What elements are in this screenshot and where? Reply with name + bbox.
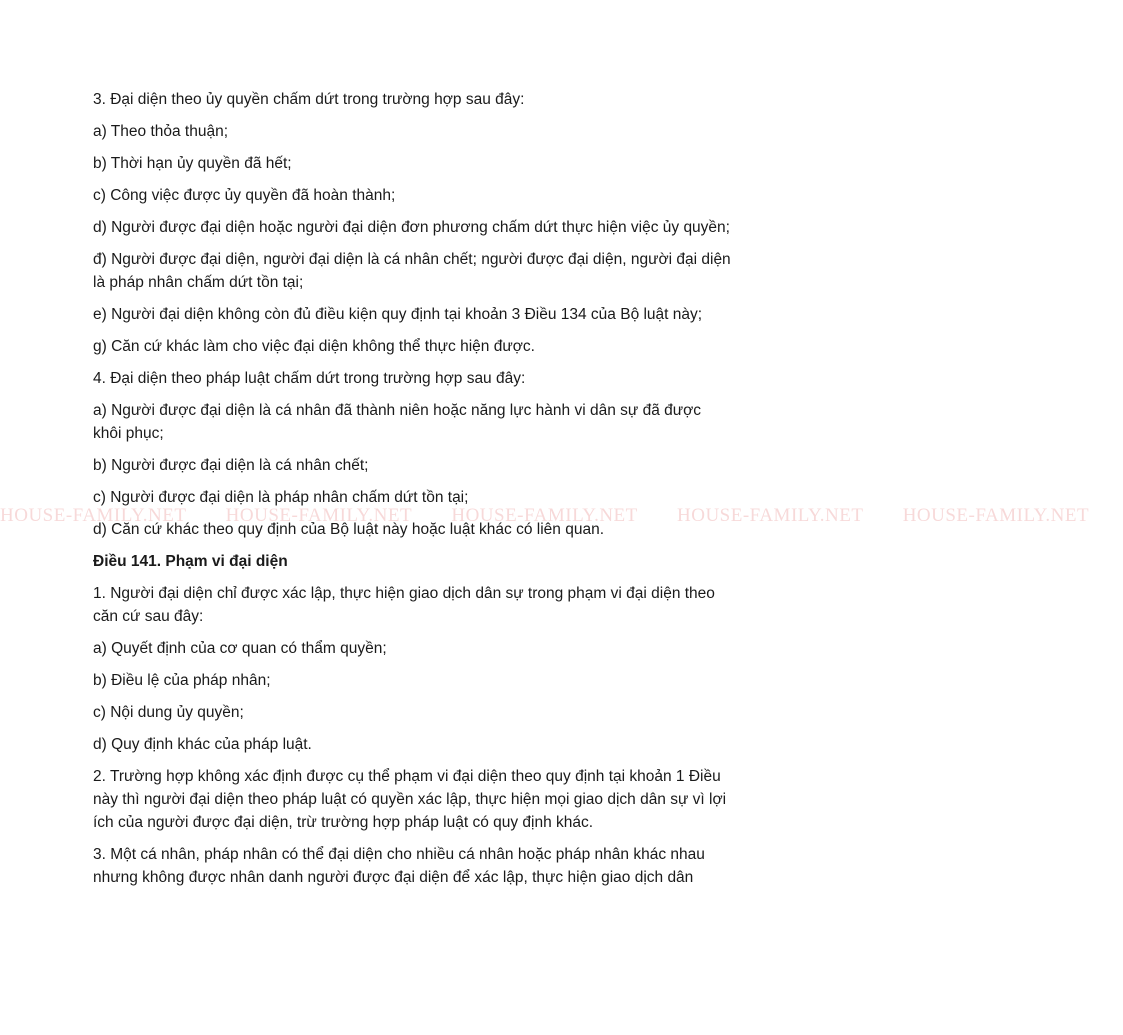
paragraph-8: g) Căn cứ khác làm cho việc đại diện không thể thực hiện được. xyxy=(93,338,535,355)
article-heading: Điều 141. Phạm vi đại diện xyxy=(93,553,288,570)
watermark-text: HOUSE-FAMILY.NET xyxy=(451,505,638,526)
document-body xyxy=(93,88,733,898)
paragraph-4: c) Công việc được ủy quyền đã hoàn thành; xyxy=(93,187,396,204)
paragraph-19: d) Quy định khác của pháp luật. xyxy=(93,736,312,753)
paragraph-1: 3. Đại diện theo ủy quyền chấm dứt trong trường hợp sau đây: xyxy=(93,91,525,108)
paragraph-15: 1. Người đại diện chỉ được xác lập, thực hiện giao dịch dân sự trong phạm vi đại diện theo căn cứ sau đây: xyxy=(93,585,715,625)
paragraph-11: b) Người được đại diện là cá nhân chết; xyxy=(93,457,369,474)
paragraph-7: e) Người đại diện không còn đủ điều kiện quy định tại khoản 3 Điều 134 của Bộ luật này; xyxy=(93,306,703,323)
watermark-text: HOUSE-FAMILY.NET xyxy=(225,505,413,526)
paragraph-5: d) Người được đại diện hoặc người đại diện đơn phương chấm dứt thực hiện việc ủy quyền; xyxy=(93,219,730,236)
paragraph-9: 4. Đại diện theo pháp luật chấm dứt trong trường hợp sau đây: xyxy=(93,370,526,387)
paragraph-12: c) Người được đại diện là pháp nhân chấm dứt tồn tại; xyxy=(93,489,469,506)
paragraph-13: d) Căn cứ khác theo quy định của Bộ luật này hoặc luật khác có liên quan. xyxy=(93,521,605,538)
paragraph-3: b) Thời hạn ủy quyền đã hết; xyxy=(93,155,292,172)
watermark-text: HOUSE-FAMILY.NET xyxy=(677,505,864,526)
paragraph-21: 3. Một cá nhân, pháp nhân có thể đại diện cho nhiều cá nhân hoặc pháp nhân khác nhau nhưng không được nhân danh người được đại diện để xác lập, thực hiện giao dịch dân xyxy=(93,846,705,886)
paragraph-17: b) Điều lệ của pháp nhân; xyxy=(93,672,271,689)
paragraph-20: 2. Trường hợp không xác định được cụ thể phạm vi đại diện theo quy định tại khoản 1 Điều này thì người đại diện theo pháp luật có quyền xác lập, thực hiện mọi giao dịch dân sự vì lợi ích của người được đại diện, trừ trường hợp pháp luật có quy định khác. xyxy=(93,768,727,831)
paragraph-6: đ) Người được đại diện, người đại diện là cá nhân chết; người được đại diện, người đại diện là pháp nhân chấm dứt tồn tại; xyxy=(93,251,731,291)
watermark-text: HOUSE-FAMILY.NET xyxy=(0,505,187,526)
paragraph-2: a) Theo thỏa thuận; xyxy=(93,123,229,140)
watermark-text: HOUSE-FAMILY.NET xyxy=(902,505,1090,526)
paragraph-16: a) Quyết định của cơ quan có thẩm quyền; xyxy=(93,640,387,657)
paragraph-18: c) Nội dung ủy quyền; xyxy=(93,704,244,721)
paragraph-10: a) Người được đại diện là cá nhân đã thành niên hoặc năng lực hành vi dân sự đã được khôi phục; xyxy=(93,402,702,442)
